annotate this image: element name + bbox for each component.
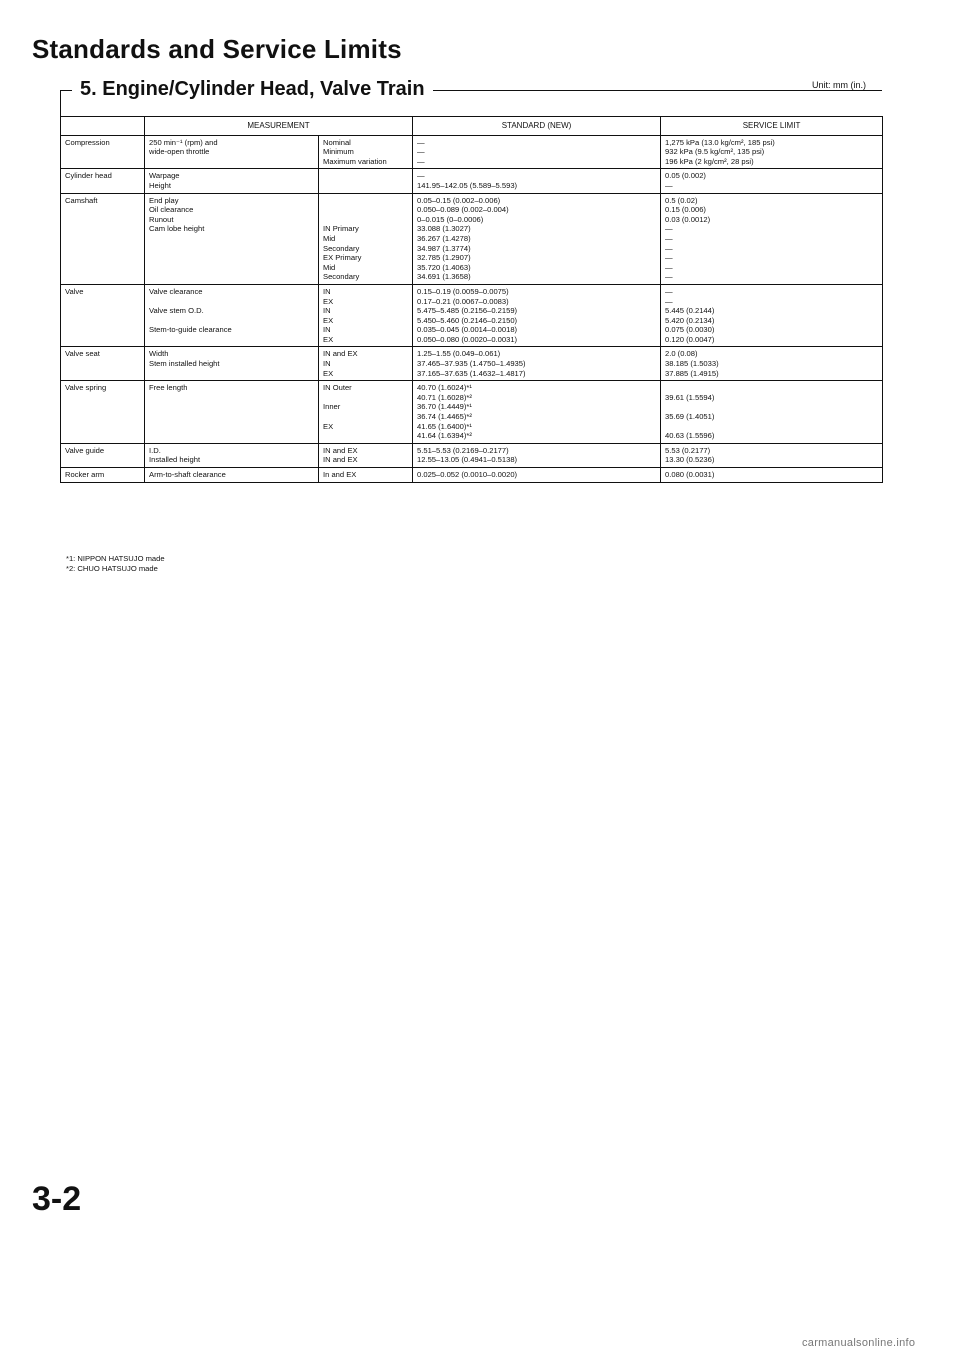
standard-cell-line: 5.450–5.460 (0.2146–0.2150) xyxy=(417,315,518,325)
standard-cell-line: 5.475–5.485 (0.2156–0.2159) xyxy=(417,306,518,316)
measurement-qualifier-cell xyxy=(319,381,413,444)
standard-cell-line: 0.050–0.080 (0.0020–0.0031) xyxy=(417,334,518,344)
measurement-qualifier-cell-line: Maximum variation xyxy=(323,156,387,166)
measurement-qualifier-cell-line xyxy=(323,205,408,215)
measurement-qualifier-cell xyxy=(319,468,413,483)
service-limit-cell xyxy=(661,193,883,284)
service-limit-cell-line: 932 kPa (9.5 kg/cm², 135 psi) xyxy=(665,147,765,157)
service-limit-cell-line: 35.69 (1.4051) xyxy=(665,412,715,422)
service-limit-cell-line: 1,275 kPa (13.0 kg/cm², 185 psi) xyxy=(665,137,775,147)
service-limit-cell-line xyxy=(665,383,878,393)
standard-cell-line: 0.15–0.19 (0.0059–0.0075) xyxy=(417,286,509,296)
table-row xyxy=(61,169,883,193)
service-limit-cell-line: 39.61 (1.5594) xyxy=(665,392,715,402)
header-measurement: MEASUREMENT xyxy=(145,117,413,136)
measurement-cell-line xyxy=(149,412,314,422)
table-header-row xyxy=(61,117,883,136)
page-title: Standards and Service Limits xyxy=(32,34,402,64)
measurement-qualifier-cell-line xyxy=(323,196,408,206)
measurement-qualifier-cell xyxy=(319,135,413,169)
measurement-qualifier-cell-line: Secondary xyxy=(323,243,360,253)
measurement-qualifier-cell xyxy=(319,284,413,347)
table-row xyxy=(61,443,883,467)
measurement-cell-line xyxy=(149,369,314,379)
page-number: 3-2 xyxy=(32,1180,82,1218)
measurement-qualifier-cell-line xyxy=(323,412,408,422)
standard-cell-line: — xyxy=(417,156,425,166)
component-cell: Valve guide xyxy=(61,443,145,467)
table-row xyxy=(61,381,883,444)
service-limit-cell-line: 5.445 (0.2144) xyxy=(665,306,715,316)
standard-cell xyxy=(413,347,661,381)
standard-cell-line: 36.74 (1.4465)*² xyxy=(417,412,472,422)
service-limit-cell xyxy=(661,169,883,193)
measurement-cell-line: 250 min⁻¹ (rpm) and xyxy=(149,137,218,147)
spec-table xyxy=(60,116,883,483)
service-limit-cell-line: 2.0 (0.08) xyxy=(665,349,698,359)
measurement-qualifier-cell-line: IN xyxy=(323,286,331,296)
measurement-cell xyxy=(145,381,319,444)
component-cell: Cylinder head xyxy=(61,169,145,193)
service-limit-cell-line: — xyxy=(665,253,673,263)
measurement-qualifier-cell-line: EX xyxy=(323,368,334,378)
standard-cell-line: 5.51–5.53 (0.2169–0.2177) xyxy=(417,445,509,455)
component-cell: Valve seat xyxy=(61,347,145,381)
standard-cell-line: 0.025–0.052 (0.0010–0.0020) xyxy=(417,470,518,479)
measurement-cell-line xyxy=(149,422,314,432)
service-limit-cell-line: — xyxy=(665,296,673,306)
table-row xyxy=(61,284,883,347)
standard-cell-line: 41.65 (1.6400)*¹ xyxy=(417,421,472,431)
service-limit-cell xyxy=(661,468,883,483)
component-cell: Valve spring xyxy=(61,381,145,444)
measurement-cell-line: End play xyxy=(149,195,179,205)
standard-cell-line: 41.64 (1.6394)*² xyxy=(417,431,472,441)
measurement-cell xyxy=(145,135,319,169)
measurement-qualifier-cell xyxy=(319,347,413,381)
footnote: *2: CHUO HATSUJO made xyxy=(66,563,158,573)
measurement-cell-line: Stem-to-guide clearance xyxy=(149,325,232,335)
standard-cell xyxy=(413,193,661,284)
measurement-cell-line: Valve stem O.D. xyxy=(149,306,204,316)
measurement-cell-line: Arm-to-shaft clearance xyxy=(149,470,226,479)
measurement-qualifier-cell-line: EX xyxy=(323,315,334,325)
measurement-qualifier-cell-line: IN xyxy=(323,306,331,316)
measurement-qualifier-cell-line: Inner xyxy=(323,402,341,412)
standard-cell-line: 37.465–37.935 (1.4750–1.4935) xyxy=(417,359,526,369)
service-limit-cell-line: 37.885 (1.4915) xyxy=(665,368,719,378)
measurement-qualifier-cell xyxy=(319,443,413,467)
measurement-cell-line: Valve clearance xyxy=(149,286,203,296)
header-component xyxy=(61,117,145,136)
component-cell: Valve xyxy=(61,284,145,347)
standard-cell-line: 12.55–13.05 (0.4941–0.5138) xyxy=(417,455,518,465)
service-limit-cell-line xyxy=(665,402,878,412)
standard-cell-line: — xyxy=(417,137,425,147)
standard-cell-line: — xyxy=(417,171,425,181)
standard-cell-line: 34.987 (1.3774) xyxy=(417,243,471,253)
measurement-cell-line xyxy=(149,402,314,412)
standard-cell-line: 0.17–0.21 (0.0067–0.0083) xyxy=(417,296,509,306)
measurement-qualifier-cell-line: EX xyxy=(323,296,334,306)
measurement-qualifier-cell-line xyxy=(323,393,408,403)
service-limit-cell xyxy=(661,135,883,169)
standard-cell-line: 34.691 (1.3658) xyxy=(417,272,471,282)
header-standard: STANDARD (NEW) xyxy=(413,117,661,136)
watermark: carmanualsonline.info xyxy=(802,1337,916,1349)
measurement-cell xyxy=(145,169,319,193)
header-limit: SERVICE LIMIT xyxy=(661,117,883,136)
measurement-cell-line: Height xyxy=(149,180,171,190)
standard-cell-line: 40.70 (1.6024)*¹ xyxy=(417,383,472,393)
standard-cell-line: 0–0.015 (0–0.0006) xyxy=(417,214,484,224)
service-limit-cell-line: 0.080 (0.0031) xyxy=(665,470,715,479)
footnote: *1: NIPPON HATSUJO made xyxy=(66,554,165,563)
service-limit-cell xyxy=(661,284,883,347)
measurement-qualifier-cell-line: IN and EX xyxy=(323,445,358,455)
measurement-qualifier-cell-line: Secondary xyxy=(323,272,360,282)
measurement-cell-line xyxy=(149,335,314,345)
measurement-cell-line: Cam lobe height xyxy=(149,224,205,234)
service-limit-cell-line: 0.5 (0.02) xyxy=(665,195,698,205)
unit-label: Unit: mm (in.) xyxy=(806,80,866,90)
footnotes xyxy=(66,554,165,573)
table-row xyxy=(61,347,883,381)
measurement-cell xyxy=(145,284,319,347)
standard-cell xyxy=(413,169,661,193)
service-limit-cell-line: 0.120 (0.0047) xyxy=(665,334,715,344)
standard-cell xyxy=(413,284,661,347)
measurement-cell-line: wide-open throttle xyxy=(149,147,210,157)
service-limit-cell-line: — xyxy=(665,286,673,296)
measurement-qualifier-cell-line: IN xyxy=(323,359,331,369)
measurement-cell-line: I.D. xyxy=(149,445,161,455)
standard-cell xyxy=(413,443,661,467)
measurement-qualifier-cell-line: In and EX xyxy=(323,470,357,479)
service-limit-cell-line: — xyxy=(665,272,673,282)
service-limit-cell-line: — xyxy=(665,224,673,234)
standard-cell-line: 33.088 (1.3027) xyxy=(417,224,471,234)
service-limit-cell-line: 13.30 (0.5236) xyxy=(665,455,715,465)
service-limit-cell-line: 196 kPa (2 kg/cm², 28 psi) xyxy=(665,156,754,166)
measurement-cell-line: Oil clearance xyxy=(149,205,194,215)
measurement-cell-line: Installed height xyxy=(149,455,201,465)
measurement-cell-line: Free length xyxy=(149,383,188,393)
spec-table-body xyxy=(61,135,883,482)
service-limit-cell-line: 0.075 (0.0030) xyxy=(665,325,715,335)
service-limit-cell-line: — xyxy=(665,262,673,272)
standard-cell-line: 141.95–142.05 (5.589–5.593) xyxy=(417,180,518,190)
service-limit-cell-line: 38.185 (1.5033) xyxy=(665,359,719,369)
table-row xyxy=(61,135,883,169)
measurement-qualifier-cell-line: EX Primary xyxy=(323,253,362,263)
measurement-cell-line xyxy=(149,297,314,307)
component-cell: Rocker arm xyxy=(61,468,145,483)
measurement-qualifier-cell-line: Mid xyxy=(323,233,336,243)
service-limit-cell-line: 0.15 (0.006) xyxy=(665,205,706,215)
measurement-qualifier-cell-line: Minimum xyxy=(323,147,354,157)
standard-cell-line: 0.05–0.15 (0.002–0.006) xyxy=(417,195,501,205)
measurement-qualifier-cell-line: IN and EX xyxy=(323,349,358,359)
service-limit-cell xyxy=(661,443,883,467)
measurement-cell xyxy=(145,468,319,483)
standard-cell-line: 0.035–0.045 (0.0014–0.0018) xyxy=(417,325,518,335)
measurement-qualifier-cell xyxy=(319,169,413,193)
standard-cell-line: 37.165–37.635 (1.4632–1.4817) xyxy=(417,368,526,378)
service-limit-cell-line: 0.05 (0.002) xyxy=(665,171,706,181)
measurement-cell-line: Width xyxy=(149,349,169,359)
measurement-cell-line xyxy=(149,431,314,441)
service-limit-cell-line xyxy=(665,422,878,432)
standard-cell-line: 36.70 (1.4449)*¹ xyxy=(417,402,472,412)
service-limit-cell-line: 5.53 (0.2177) xyxy=(665,445,711,455)
table-row xyxy=(61,193,883,284)
component-cell: Camshaft xyxy=(61,193,145,284)
standard-cell-line: 40.71 (1.6028)*² xyxy=(417,392,472,402)
component-cell: Compression xyxy=(61,135,145,169)
measurement-qualifier-cell-line: IN xyxy=(323,325,331,335)
measurement-cell-line xyxy=(149,316,314,326)
standard-cell xyxy=(413,468,661,483)
standard-cell xyxy=(413,381,661,444)
measurement-qualifier-cell xyxy=(319,193,413,284)
measurement-qualifier-cell-line xyxy=(323,431,408,441)
standard-cell-line: 0.050–0.089 (0.002–0.004) xyxy=(417,205,509,215)
service-limit-cell xyxy=(661,381,883,444)
standard-cell xyxy=(413,135,661,169)
service-limit-cell-line: — xyxy=(665,243,673,253)
measurement-qualifier-cell-line: IN and EX xyxy=(323,455,358,465)
service-limit-cell-line: 0.03 (0.0012) xyxy=(665,214,711,224)
standard-cell-line: 36.267 (1.4278) xyxy=(417,233,471,243)
section-title: 5. Engine/Cylinder Head, Valve Train xyxy=(72,78,433,101)
service-limit-cell-line: 5.420 (0.2134) xyxy=(665,315,715,325)
measurement-cell xyxy=(145,443,319,467)
standard-cell-line: — xyxy=(417,147,425,157)
measurement-qualifier-cell-line: Mid xyxy=(323,262,336,272)
measurement-cell-line xyxy=(149,393,314,403)
standard-cell-line: 35.720 (1.4063) xyxy=(417,262,471,272)
service-limit-cell-line: — xyxy=(665,233,673,243)
measurement-cell xyxy=(145,347,319,381)
measurement-cell-line: Runout xyxy=(149,214,174,224)
measurement-qualifier-cell-line: Nominal xyxy=(323,137,351,147)
measurement-cell-line: Stem installed height xyxy=(149,359,220,369)
measurement-qualifier-cell-line: EX xyxy=(323,421,334,431)
measurement-qualifier-cell-line: IN Primary xyxy=(323,224,359,234)
measurement-qualifier-cell-line: EX xyxy=(323,334,334,344)
measurement-qualifier-cell-line xyxy=(323,215,408,225)
service-limit-cell-line: — xyxy=(665,180,673,190)
measurement-cell xyxy=(145,193,319,284)
standard-cell-line: 32.785 (1.2907) xyxy=(417,253,471,263)
service-limit-cell-line: 40.63 (1.5596) xyxy=(665,431,715,441)
table-row xyxy=(61,468,883,483)
measurement-cell-line: Warpage xyxy=(149,171,180,181)
standard-cell-line: 1.25–1.55 (0.049–0.061) xyxy=(417,349,501,359)
measurement-qualifier-cell-line: IN Outer xyxy=(323,383,352,393)
service-limit-cell xyxy=(661,347,883,381)
